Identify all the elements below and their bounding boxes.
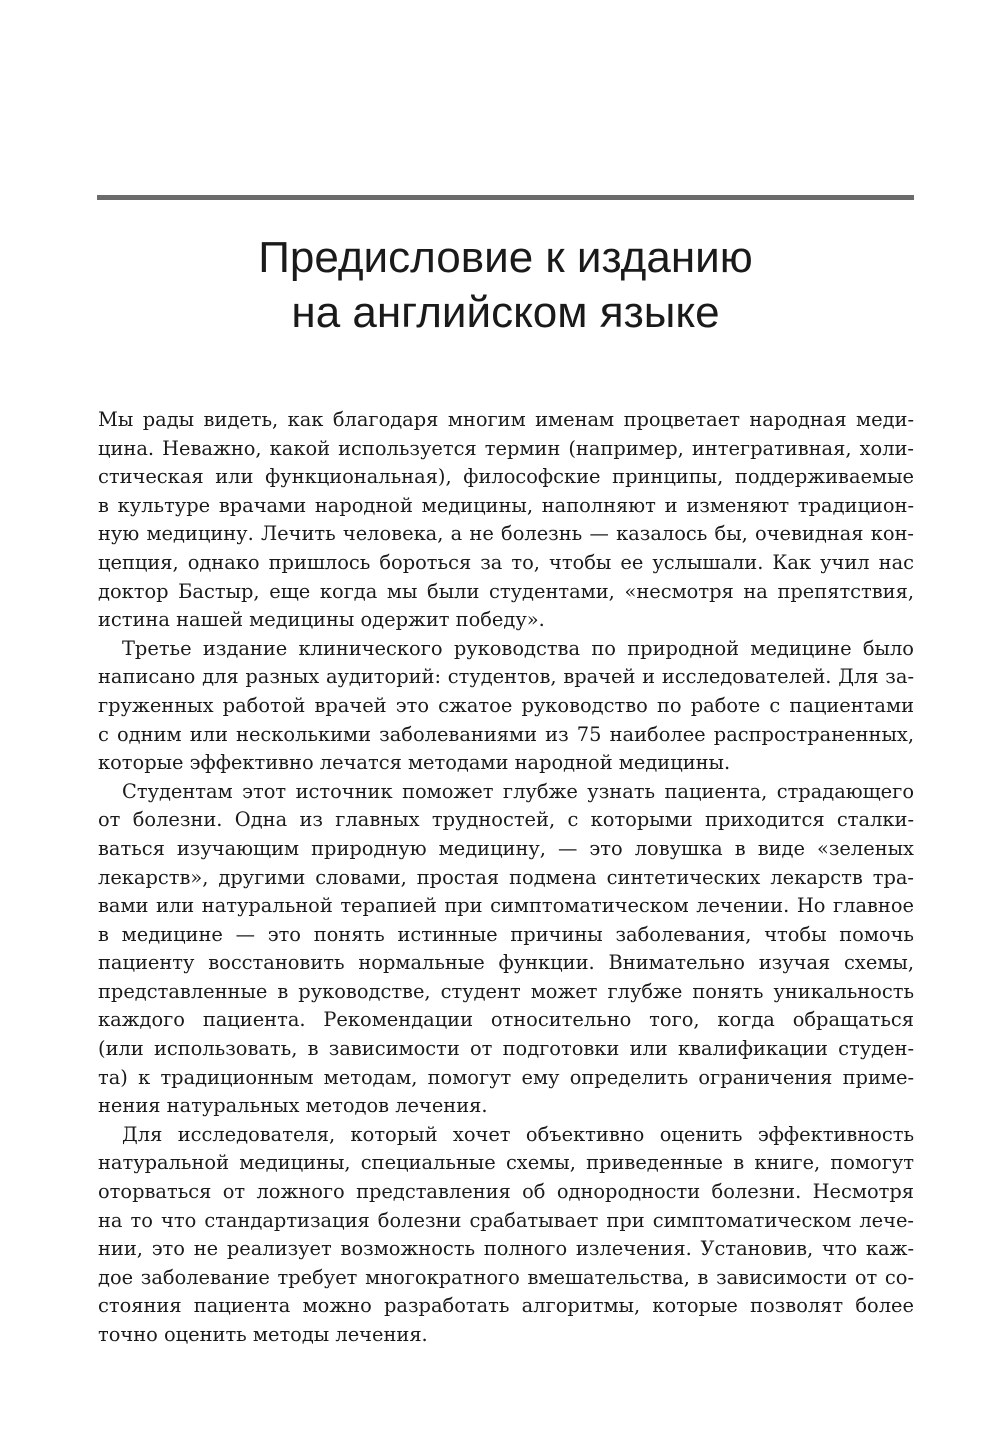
text-line: с одним или несколькими заболеваниями из 75 наиболее распространенных, [98, 722, 914, 746]
text-line: которые эффективно лечатся методами народной медицины. [98, 751, 731, 775]
body-text [98, 406, 914, 1350]
text-line: цепция, однако пришлось бороться за то, чтобы ее услышали. Как учил нас [98, 550, 914, 574]
title-line-1: Предисловие к изданию [258, 233, 753, 282]
text-line: на то что стандартизация болезни срабатывает при симптоматическом лече- [98, 1208, 914, 1232]
paragraph-2 [98, 635, 914, 778]
paragraph-3 [98, 778, 914, 1121]
text-line: написано для разных аудиторий: студентов, врачей и исследователей. Для за- [98, 665, 914, 689]
text-line: натуральной медицины, специальные схемы, приведенные в книге, помогут [98, 1151, 914, 1175]
text-line: истина нашей медицины одержит победу». [98, 608, 545, 632]
text-line: оторваться от ложного представления об однородности болезни. Несмотря [98, 1180, 914, 1204]
text-line: дое заболевание требует многократного вмешательства, в зависимости от со- [98, 1265, 914, 1289]
title-line-2: на английском языке [291, 288, 720, 337]
text-line: нения натуральных методов лечения. [98, 1094, 488, 1118]
text-line: Для исследователя, который хочет объективно оценить эффективность [122, 1122, 914, 1146]
text-line: ваться изучающим природную медицину, — это ловушка в виде «зеленых [98, 836, 914, 860]
paragraph-1 [98, 406, 914, 635]
text-line: в культуре врачами народной медицины, наполняют и изменяют традицион- [98, 493, 914, 517]
text-line: доктор Бастыр, еще когда мы были студентами, «несмотря на препятствия, [98, 579, 914, 603]
page-title [97, 230, 914, 340]
text-line: точно оценить методы лечения. [98, 1323, 428, 1346]
text-line: представленные в руководстве, студент может глубже понять уникальность [98, 979, 914, 1003]
text-line: ную медицину. Лечить человека, а не болезнь — казалось бы, очевидная кон- [98, 522, 914, 546]
text-line: в медицине — это понять истинные причины заболевания, чтобы помочь [98, 922, 914, 946]
paragraph-4 [98, 1121, 914, 1350]
text-line: Мы рады видеть, как благодаря многим именам процветает народная меди- [98, 408, 914, 431]
text-line: (или использовать, в зависимости от подготовки или квалификации студен- [98, 1037, 914, 1061]
text-line: цина. Неважно, какой используется термин (например, интегративная, холи- [98, 436, 914, 460]
text-line: пациенту восстановить нормальные функции. Внимательно изучая схемы, [98, 951, 914, 975]
text-line: каждого пациента. Рекомендации относительно того, когда обращаться [98, 1008, 914, 1032]
text-line: вами или натуральной терапией при симптоматическом лечении. Но главное [98, 894, 914, 918]
header-rule [97, 195, 914, 200]
text-line: стическая или функциональная), философские принципы, поддерживаемые [98, 465, 914, 489]
text-line: нии, это не реализует возможность полного излечения. Установив, что каж- [98, 1237, 914, 1261]
text-line: лекарств», другими словами, простая подмена синтетических лекарств тра- [98, 865, 914, 889]
text-line: та) к традиционным методам, помогут ему определить ограничения приме- [98, 1065, 914, 1089]
text-line: груженных работой врачей это сжатое руководство по работе с пациентами [98, 693, 914, 717]
text-line: Третье издание клинического руководства по природной медицине было [122, 636, 914, 660]
text-line: стояния пациента можно разработать алгоритмы, которые позволят более [98, 1294, 914, 1318]
text-line: от болезни. Одна из главных трудностей, с которыми приходится сталки- [98, 808, 914, 832]
text-line: Студентам этот источник поможет глубже узнать пациента, страдающего [122, 779, 914, 803]
